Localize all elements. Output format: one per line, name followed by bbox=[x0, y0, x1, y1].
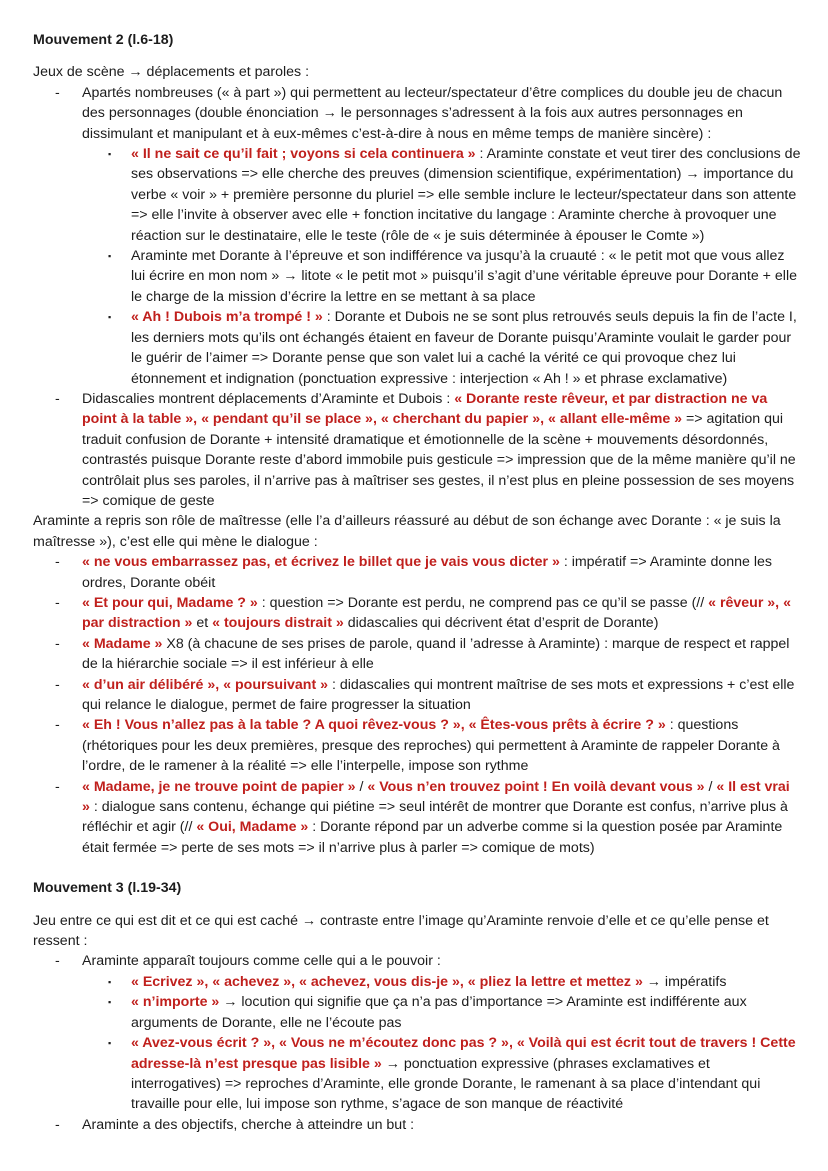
quote: « Il ne sait ce qu’il fait ; voyons si cela continuera » bbox=[131, 146, 476, 163]
item-text: → locution qui signifie que ça n’a pas d’importance => Araminte est indifférente aux arguments de Dorante, elle ne l’écoute pas bbox=[131, 994, 747, 1031]
list-item bbox=[33, 389, 801, 511]
list-item bbox=[82, 992, 801, 1033]
quote: « poursuivant » bbox=[223, 676, 329, 693]
quote: « Vous ne m’écoutez donc pas ? » bbox=[278, 1035, 509, 1052]
list-item bbox=[82, 144, 801, 246]
paragraph: Araminte a repris son rôle de maîtresse (elle l’a d’ailleurs réassuré au début de son échange avec Dorante : « je suis la maîtresse »), c’est elle qui mène le dialogue : bbox=[33, 513, 781, 550]
quote-separator: , bbox=[193, 411, 202, 428]
quote: « Dorante reste rêveur, et par distraction ne va point à la table » bbox=[82, 390, 768, 428]
quote: « Voilà qui est écrit tout de travers ! Cette adresse-là n’est presque pas lisible » bbox=[131, 1035, 796, 1072]
quote-separator: , bbox=[775, 594, 784, 611]
item-text: : question => Dorante est perdu, ne comprend pas ce qu’il se passe (// bbox=[257, 594, 709, 611]
square-bullet: ▪ bbox=[108, 976, 112, 987]
square-bullet: ▪ bbox=[108, 251, 112, 262]
quote: « d’un air délibéré » bbox=[82, 676, 216, 693]
item-text: Araminte apparaît toujours comme celle qui a le pouvoir : bbox=[82, 953, 441, 970]
section-intro: Jeu entre ce qui est dit et ce qui est caché → contraste entre l’image qu’Araminte renvoie d’elle et ce qu’elle pense et ressent : bbox=[33, 912, 769, 950]
item-text: et bbox=[192, 615, 213, 632]
quote: « toujours distrait » bbox=[212, 615, 344, 632]
quote: « pliez la lettre et mettez » bbox=[467, 973, 643, 990]
item-text: → ponctuation expressive (phrases exclamatives et interrogatives) => reproches d’Araminte, elle gronde Dorante, le ramenant à sa place d’intendant qui travaille pour elle, lui impose son rythme, s’agace de son manque de réactivité bbox=[131, 1055, 761, 1113]
item-text: : questions (rhétoriques pour les deux premières, presque des reproches) qui permettent à Araminte de rappeler Dorante à l’ordre, de le ramener à la réalité => elle l’interpelle, impose son rythme bbox=[82, 717, 780, 775]
quote: « Ecrivez » bbox=[131, 973, 205, 990]
item-text: : Dorante répond par un adverbe comme si la question posée par Araminte était fermée => perte de ses mots => il n’arrive plus à parler => comique de mots) bbox=[82, 819, 783, 856]
square-list bbox=[82, 972, 801, 1115]
list-item bbox=[82, 307, 801, 389]
item-text: / bbox=[355, 778, 368, 795]
item-text: → impératifs bbox=[642, 973, 727, 990]
quote: « Oui, Madame » bbox=[196, 819, 309, 836]
item-text: : impératif => Araminte donne les ordres, Dorante obéit bbox=[82, 554, 773, 591]
section-title-mouvement-2: Mouvement 2 (l.6-18) bbox=[33, 32, 174, 48]
dash-bullet: - bbox=[55, 635, 60, 652]
item-text: : dialogue sans contenu, échange qui piétine => seul intérêt de montrer que Dorante est confus, n’arrive plus à réfléchir et agir (// bbox=[82, 799, 788, 836]
section-intro: Jeux de scène → déplacements et paroles : bbox=[33, 64, 310, 81]
list-item bbox=[82, 972, 801, 992]
list-item bbox=[82, 246, 801, 307]
dash-bullet: - bbox=[55, 1116, 60, 1133]
item-text: Apartés nombreuses (« à part ») qui permettent au lecteur/spectateur d’être complices du double jeu de chacun des personnages (double énonciation → le personnages s’adressent à la fois aux autres personnages en dissimulant et manipulant et à eux-mêmes c’est-à-dire à nous en même temps de manière sincère) : bbox=[82, 84, 783, 142]
dash-list bbox=[33, 552, 801, 858]
list-item bbox=[33, 552, 801, 593]
quote: « achevez, vous dis-je » bbox=[299, 973, 460, 990]
list-item bbox=[33, 593, 801, 634]
quote: « rêveur » bbox=[708, 594, 776, 611]
item-text: => agitation qui traduit confusion de Dorante + intensité dramatique et émotionnelle de la scène + mouvements désordonnés, contrastés puisque Dorante reste d’abord immobile puis gesticule => impression que de la même manière qu’il ne contrôlait plus ses paroles, il n’arrive pas à maîtriser ses gestes, il n’est plus en pleine possession de ses moyens => comique de geste bbox=[82, 411, 796, 509]
dash-bullet: - bbox=[55, 953, 60, 970]
item-text: : Dorante et Dubois ne se sont plus retrouvés seuls depuis la fin de l’acte I, les derniers mots qu’ils ont échangés étaient en faveur de Dorante puisqu’Araminte voulait le garder pour le guérir de l’aimer => Dorante pense que son valet lui a caché la vérité ce qui provoque chez lui étonnement et indignation (ponctuation expressive : interjection « Ah ! » et phrase exclamative) bbox=[131, 309, 797, 387]
square-list bbox=[82, 144, 801, 389]
list-item bbox=[33, 634, 801, 675]
dash-bullet: - bbox=[55, 390, 60, 407]
dash-bullet: - bbox=[55, 717, 60, 734]
quote: « n’importe » bbox=[131, 994, 220, 1011]
quote-separator: , bbox=[459, 973, 468, 990]
quote-separator: , bbox=[460, 717, 469, 734]
item-text: / bbox=[704, 778, 717, 795]
square-bullet: ▪ bbox=[108, 312, 112, 323]
quote: « par distraction » bbox=[82, 594, 791, 632]
dash-bullet: - bbox=[55, 84, 60, 101]
quote-separator: , bbox=[291, 973, 300, 990]
quote: « cherchant du papier » bbox=[380, 411, 541, 428]
quote-separator: , bbox=[372, 411, 381, 428]
list-item bbox=[82, 1033, 801, 1115]
quote: « Ah ! Dubois m’a trompé ! » bbox=[131, 309, 323, 326]
quote: « Avez-vous écrit ? » bbox=[131, 1035, 272, 1052]
quote-separator: , bbox=[215, 676, 224, 693]
quote: « Êtes-vous prêts à écrire ? » bbox=[468, 717, 666, 734]
dash-bullet: - bbox=[55, 554, 60, 571]
quote: « achevez » bbox=[212, 973, 292, 990]
quote: « ne vous embarrassez pas, et écrivez le billet que je vais vous dicter » bbox=[82, 554, 560, 571]
quote: « Vous n’en trouvez point ! En voilà devant vous » bbox=[367, 778, 705, 795]
quote: « Madame, je ne trouve point de papier » bbox=[82, 778, 356, 795]
quote-separator: , bbox=[540, 411, 548, 428]
quote-separator: , bbox=[508, 1035, 517, 1052]
item-text: X8 (à chacune de ses prises de parole, quand il ’adresse à Araminte) : marque de respect et rappel de la hiérarchie sociale => il est inférieur à elle bbox=[82, 635, 790, 673]
quote: « allant elle-même » bbox=[548, 411, 683, 428]
list-item bbox=[33, 715, 801, 776]
dash-bullet: - bbox=[55, 778, 60, 795]
list-item bbox=[33, 1115, 801, 1135]
square-bullet: ▪ bbox=[108, 149, 112, 160]
list-item bbox=[33, 777, 801, 859]
dash-bullet: - bbox=[55, 676, 60, 693]
quote: « Eh ! Vous n’allez pas à la table ? A quoi rêvez-vous ? » bbox=[82, 717, 461, 734]
quote: « Et pour qui, Madame ? » bbox=[82, 594, 258, 611]
dash-bullet: - bbox=[55, 594, 60, 611]
dash-list bbox=[33, 951, 801, 1135]
list-item bbox=[33, 951, 801, 1114]
section-title-mouvement-3: Mouvement 3 (l.19-34) bbox=[33, 880, 182, 897]
item-text: Araminte a des objectifs, cherche à atteindre un but : bbox=[82, 1116, 415, 1133]
square-bullet: ▪ bbox=[108, 1038, 112, 1049]
item-text: Araminte met Dorante à l’épreuve et son indifférence va jusqu’à la cruauté : « le petit mot que vous allez lui écrire en mon nom » → litote « le petit mot » puisqu’il s’agit d’une véritable épreuve pour Dorante + elle le charge de la mission d’écrire la lettre en se mettant à sa place bbox=[131, 248, 797, 305]
quote-separator: , bbox=[204, 973, 213, 990]
item-text: : Araminte constate et veut tirer des conclusions de ses observations => elle cherche des preuves (dimension scientifique, expérimentation) → importance du verbe « voir » + première personne du pluriel => elle semble inclure le lecteur/spectateur dans son attente => elle l’invite à observer avec elle + fonction incitative du langage : Araminte cherche à provoquer une réaction sur le destinataire, elle le teste (rôle de « je suis déterminée à épouser le Comte ») bbox=[131, 146, 801, 244]
quote: « Madame » bbox=[82, 635, 163, 652]
list-item bbox=[33, 83, 801, 389]
dash-list bbox=[33, 83, 801, 512]
list-item bbox=[33, 675, 801, 716]
item-text: : didascalies qui montrent maîtrise de ses mots et expressions + c’est elle qui relance le dialogue, permet de faire progresser la situation bbox=[82, 676, 795, 713]
square-bullet: ▪ bbox=[108, 997, 112, 1008]
quote-separator: , bbox=[271, 1035, 279, 1052]
document-page bbox=[33, 30, 801, 1135]
item-text: didascalies qui décrivent état d’esprit de Dorante) bbox=[343, 615, 659, 632]
item-text: Didascalies montrent déplacements d’Araminte et Dubois : bbox=[82, 390, 455, 407]
quote: « pendant qu’il se place » bbox=[201, 411, 373, 428]
quote: « Il est vrai » bbox=[82, 778, 790, 816]
